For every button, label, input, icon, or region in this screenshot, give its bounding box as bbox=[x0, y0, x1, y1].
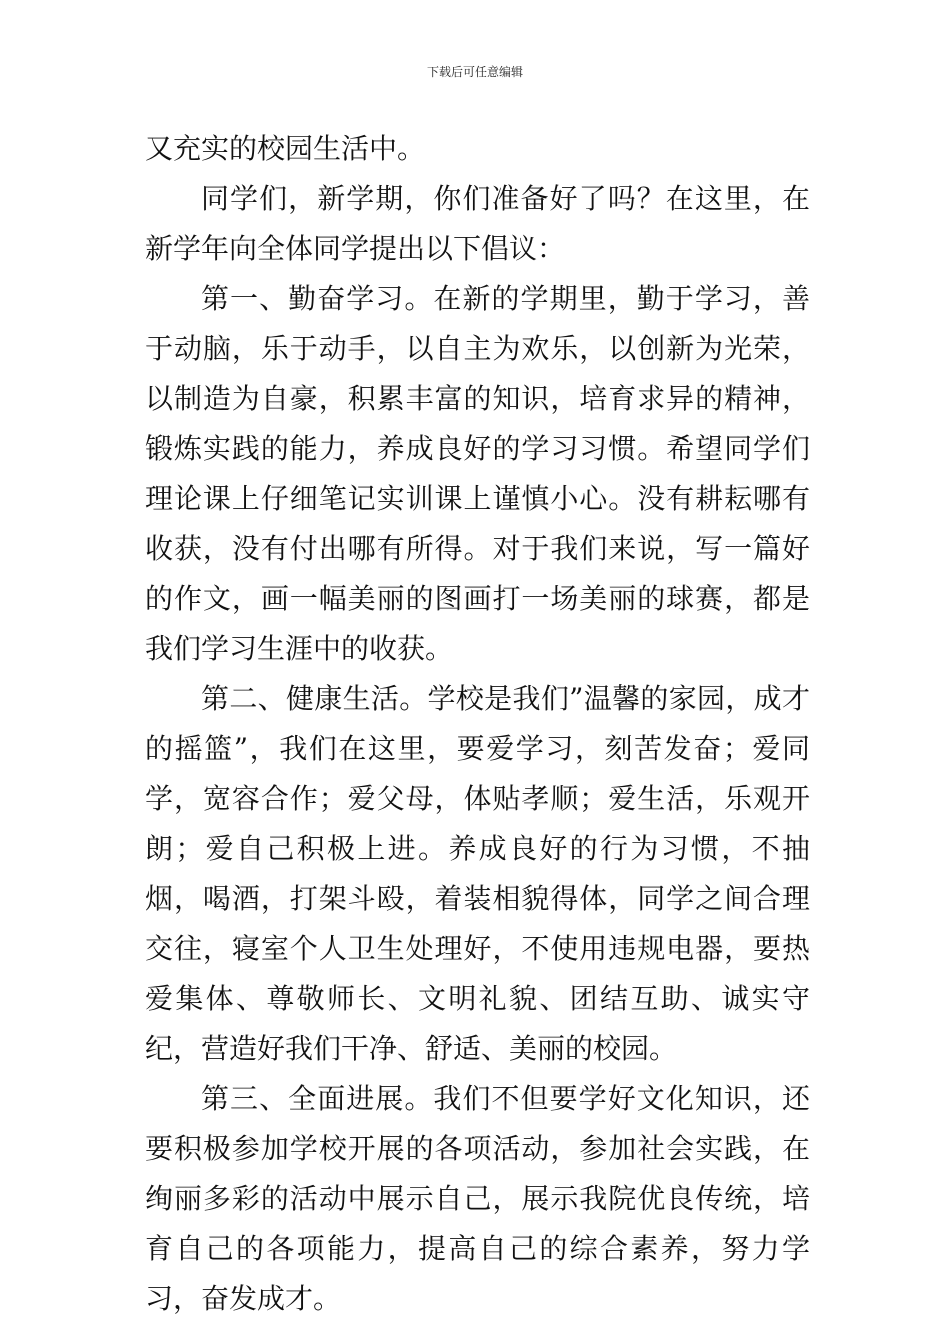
document-body bbox=[145, 124, 810, 1324]
paragraph-study: 第一、勤奋学习。在新的学期里，勤于学习，善于动脑，乐于动手，以自主为欢乐，以创新为光荣，以制造为自豪，积累丰富的知识，培育求异的精神，锻炼实践的能力，养成良好的学习习惯。希望同学们理论课上仔细笔记实训课上谨慎小心。没有耕耘哪有收获，没有付出哪有所得。对于我们来说，写一篇好的作文，画一幅美丽的图画打一场美丽的球赛，都是我们学习生涯中的收获。 bbox=[145, 282, 810, 665]
paragraph-intro: 同学们，新学期，你们准备好了吗？在这里，在新学年向全体同学提出以下倡议： bbox=[145, 182, 810, 265]
page-header: 下载后可任意编辑 bbox=[426, 65, 523, 79]
paragraph-all-round-development: 第三、全面进展。我们不但要学好文化知识，还要积极参加学校开展的各项活动，参加社会实践，在绚丽多彩的活动中展示自己，展示我院优良传统，培育自己的各项能力，提高自己的综合素养，努力学习，奋发成才。 bbox=[145, 1082, 810, 1315]
paragraph-healthy-life: 第二、健康生活。学校是我们”温馨的家园，成才的摇篮”，我们在这里，要爱学习，刻苦发奋；爱同学，宽容合作；爱父母，体贴孝顺；爱生活，乐观开朗；爱自己积极上进。养成良好的行为习惯，不抽烟，喝酒，打架斗殴，着装相貌得体，同学之间合理交往，寝室个人卫生处理好，不使用违规电器，要热爱集体、尊敬师长、文明礼貌、团结互助、诚实守纪，营造好我们干净、舒适、美丽的校园。 bbox=[145, 682, 810, 1065]
paragraph-continuation: 又充实的校园生活中。 bbox=[145, 132, 426, 165]
